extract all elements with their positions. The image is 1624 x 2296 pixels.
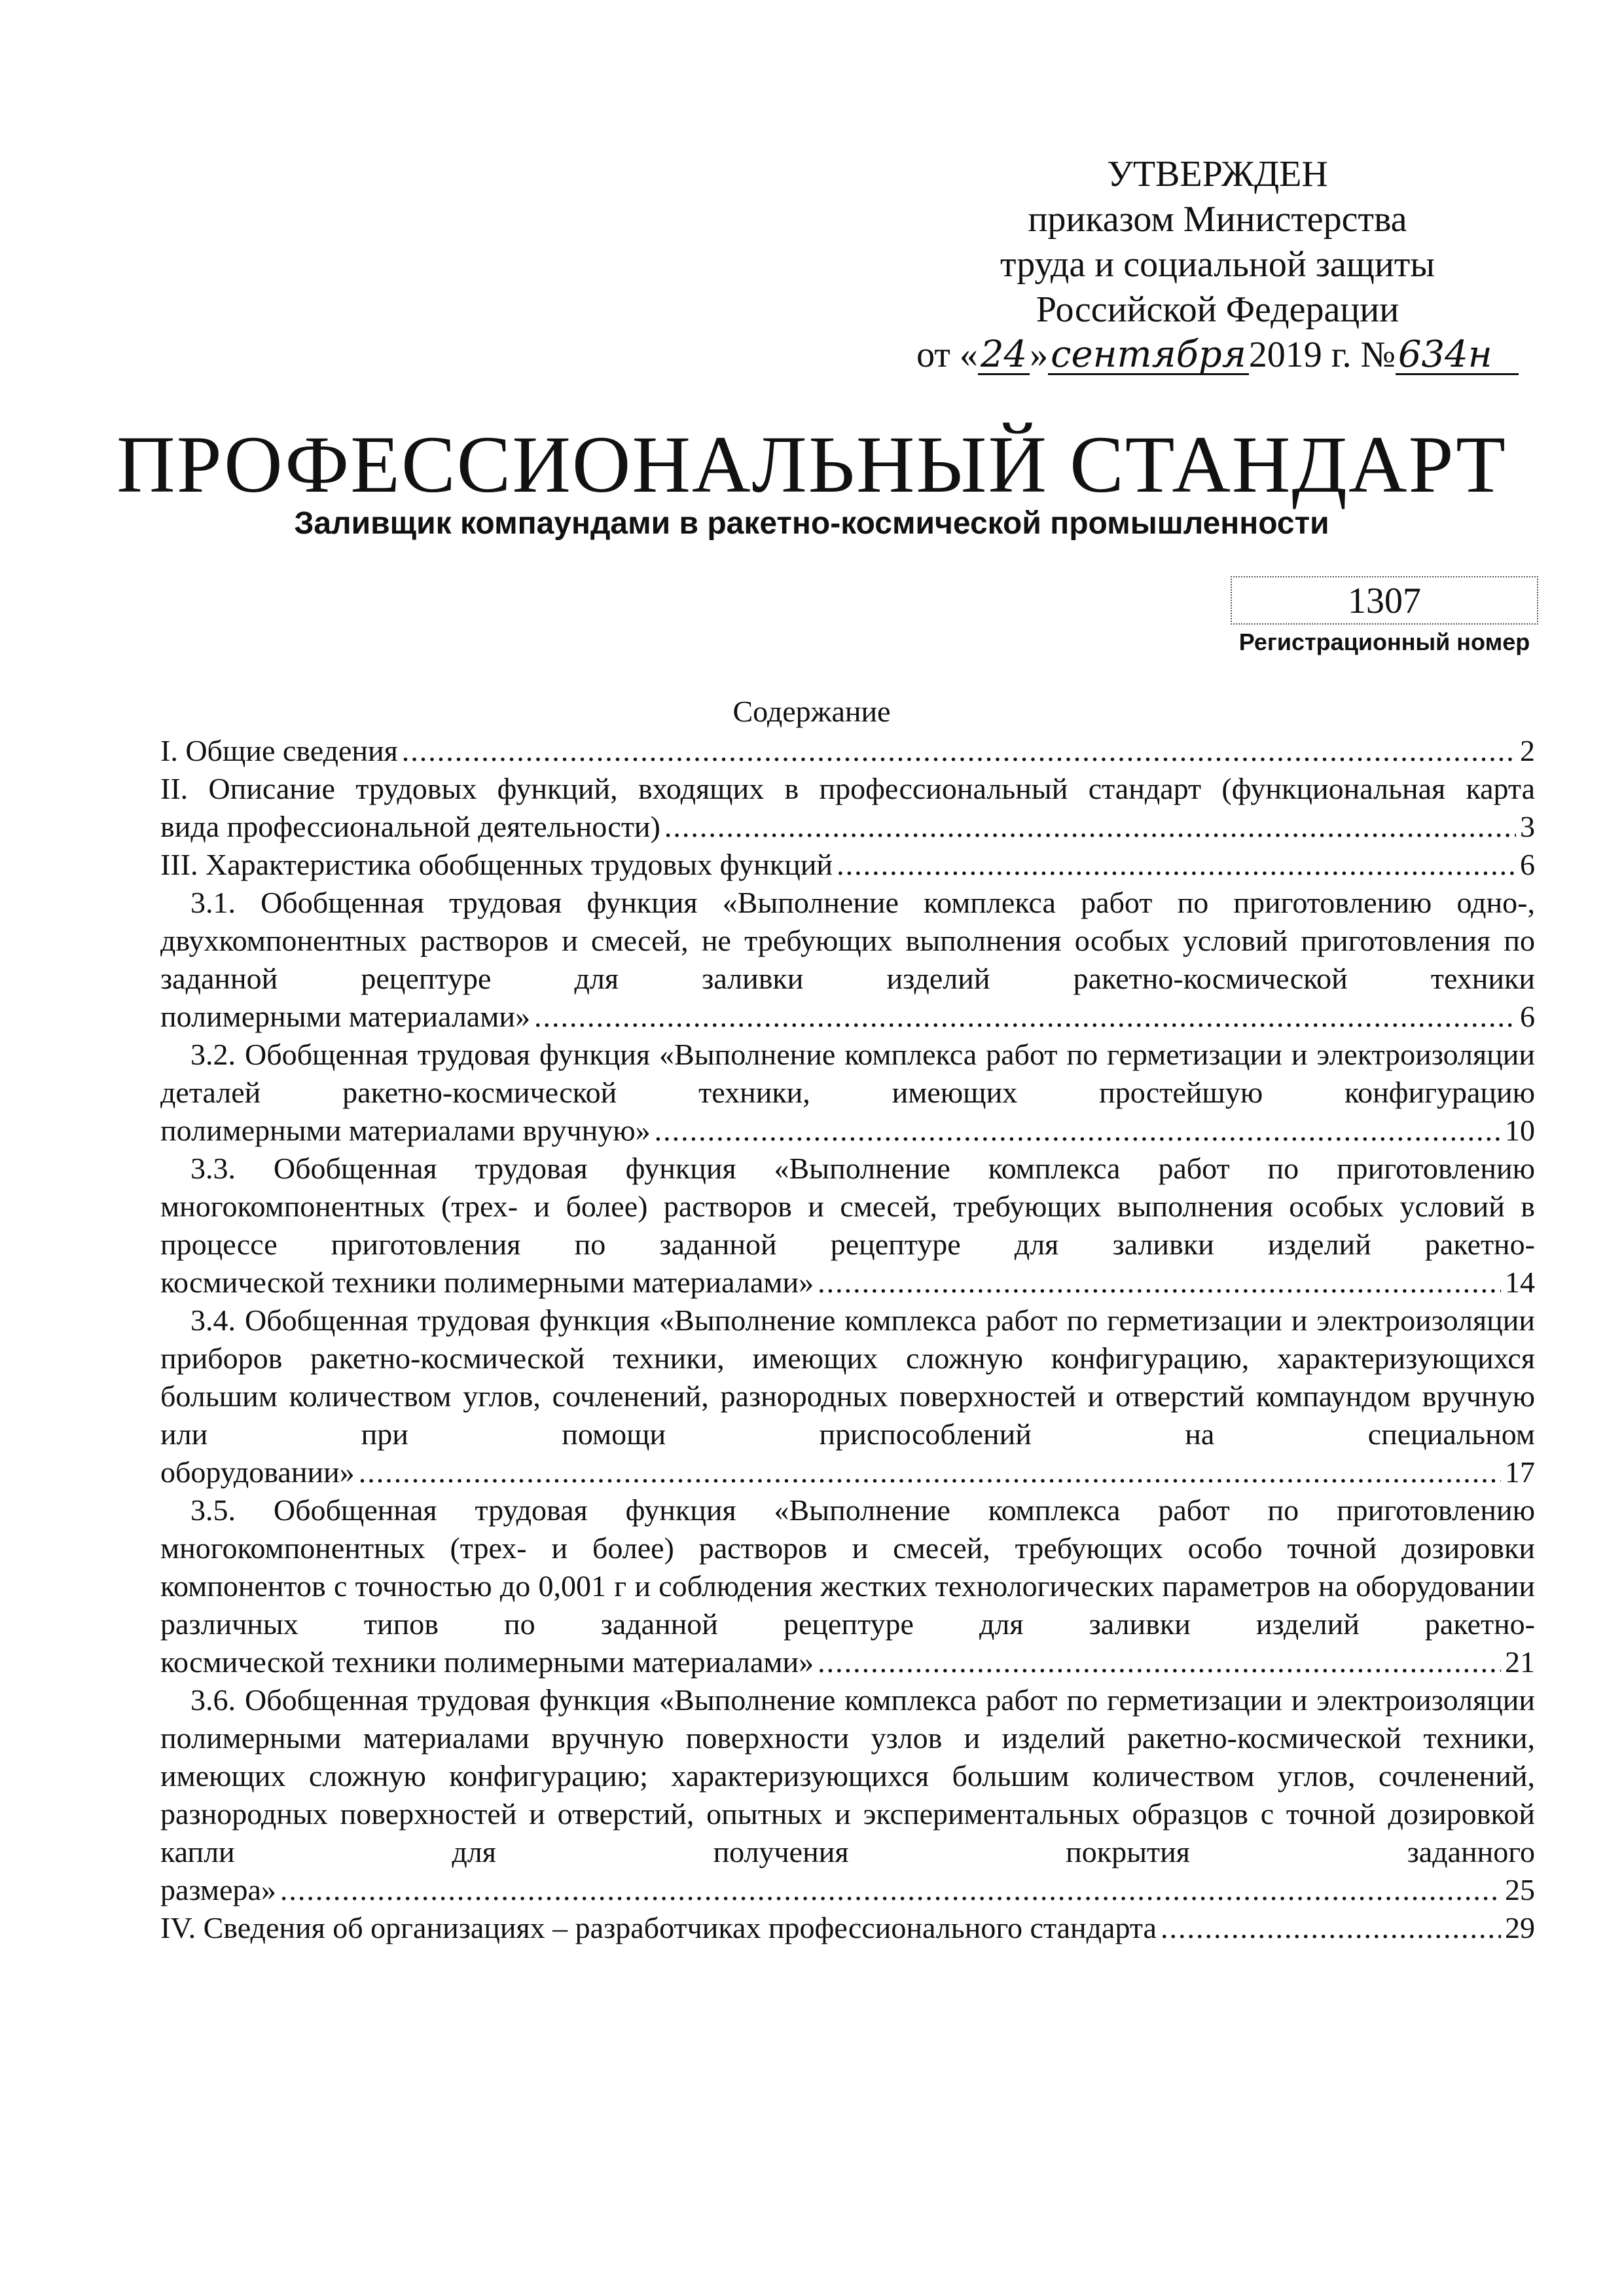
toc-leader-dots (402, 732, 1516, 770)
toc-entry-last-line (160, 1112, 1535, 1150)
toc-entry-last-line (160, 808, 1535, 846)
date-year: 2019 г. № (1248, 335, 1396, 375)
toc-entry[interactable] (160, 770, 1535, 846)
toc-entry[interactable] (160, 1150, 1535, 1302)
toc-entry-title: размера» (160, 1873, 276, 1906)
toc-entry-last-line (160, 998, 1535, 1036)
toc-entry-text: 3.4. Обобщенная трудовая функция «Выполнение комплекса работ по герметизации и электроизоляции приборов ракетно-космической техники, имеющих сложную конфигурацию, характеризующихся большим количеством углов, сочленений, разнородных поверхностей и отверстий компаундом вручную или при помощи приспособлений на специальном (160, 1303, 1535, 1451)
toc-entry-text: 3.3. Обобщенная трудовая функция «Выполнение комплекса работ по приготовлению многокомпонентных (трех- и более) растворов и смесей, требующих выполнения особых условий в процессе приготовления по заданной рецептуре для заливки изделий ракетно- (160, 1152, 1535, 1261)
approval-line-order: приказом Министерства (1028, 199, 1407, 240)
toc-entry-text: 3.1. Обобщенная трудовая функция «Выполнение комплекса работ по приготовлению одно-, двухкомпонентных растворов и смесей, не требующих выполнения особых условий приготовления по заданной рецептуре для заливки изделий ракетно-космической техники (160, 886, 1535, 995)
toc-leader-dots (534, 998, 1516, 1036)
registration-number-box: 1307 (1231, 576, 1538, 625)
toc-entry[interactable] (160, 1491, 1535, 1681)
toc-page-number: 25 (1505, 1873, 1535, 1906)
toc-leader-dots (1161, 1909, 1501, 1947)
approval-heading: УТВЕРЖДЕН (1107, 154, 1328, 194)
toc-page-number: 21 (1505, 1645, 1535, 1679)
approval-block (903, 152, 1532, 378)
toc-entry-title: IV. Сведения об организациях – разработчиках профессионального стандарта (160, 1911, 1157, 1944)
toc-entry-title: вида профессиональной деятельности) (160, 810, 660, 843)
toc-entry-last-line (160, 846, 1535, 884)
toc-page-number: 10 (1505, 1114, 1535, 1147)
approval-line-federation: Российской Федерации (1036, 289, 1399, 330)
date-mid: » (1030, 335, 1049, 375)
toc-entry-text: 3.5. Обобщенная трудовая функция «Выполнение комплекса работ по приготовлению многокомпонентных (трех- и более) растворов и смесей, требующих особо точной дозировки компонентов с точностью до 0,001 г и соблюдения жестких технологических параметров на оборудовании различных типов по заданной рецептуре для заливки изделий ракетно- (160, 1493, 1535, 1641)
toc-page-number: 14 (1505, 1266, 1535, 1299)
toc-entry-title: космической техники полимерными материалами» (160, 1266, 814, 1299)
toc-entry-title: III. Характеристика обобщенных трудовых функций (160, 848, 833, 881)
toc-entry-last-line (160, 1453, 1535, 1491)
handwritten-month: сентября (1048, 337, 1249, 375)
registration-number-label: Регистрационный номер (1238, 629, 1530, 655)
toc-leader-dots (655, 1112, 1501, 1150)
toc-entry-last-line (160, 1871, 1535, 1909)
toc-entry-last-line (160, 732, 1535, 770)
toc-page-number: 29 (1505, 1911, 1535, 1944)
toc-entry-last-line (160, 1909, 1535, 1947)
toc-page-number: 6 (1520, 1000, 1535, 1033)
document-title: ПРОФЕССИОНАЛЬНЫЙ СТАНДАРТ (117, 420, 1507, 509)
table-of-contents (160, 732, 1535, 1947)
toc-leader-dots (280, 1871, 1501, 1909)
toc-leader-dots (837, 846, 1516, 884)
toc-page-number: 3 (1520, 810, 1535, 843)
toc-entry[interactable] (160, 732, 1535, 770)
handwritten-day: 24 (978, 337, 1030, 375)
toc-entry-title: I. Общие сведения (160, 734, 398, 767)
toc-heading: Содержание (732, 695, 891, 728)
toc-leader-dots (664, 808, 1516, 846)
toc-leader-dots (818, 1643, 1501, 1681)
document-subtitle: Заливщик компаундами в ракетно-космической промышленности (294, 506, 1329, 541)
toc-entry-last-line (160, 1643, 1535, 1681)
toc-entry-last-line (160, 1264, 1535, 1302)
approval-line-ministry: труда и социальной защиты (1000, 244, 1435, 285)
toc-entry-text: 3.2. Обобщенная трудовая функция «Выполнение комплекса работ по герметизации и электроизоляции деталей ракетно-космической техники, имеющих простейшую конфигурацию (160, 1038, 1535, 1109)
toc-page-number: 17 (1505, 1455, 1535, 1489)
date-prefix: от « (916, 335, 978, 375)
toc-entry-title: полимерными материалами» (160, 1000, 530, 1033)
toc-entry-title: космической техники полимерными материалами» (160, 1645, 814, 1679)
toc-page-number: 6 (1520, 848, 1535, 881)
toc-entry[interactable] (160, 884, 1535, 1036)
toc-page-number: 2 (1520, 734, 1535, 767)
toc-leader-dots (818, 1264, 1501, 1302)
toc-entry[interactable] (160, 1909, 1535, 1947)
toc-leader-dots (359, 1453, 1501, 1491)
toc-entry-title: оборудовании» (160, 1455, 355, 1489)
toc-entry[interactable] (160, 1036, 1535, 1150)
toc-entry[interactable] (160, 846, 1535, 884)
toc-entry-title: полимерными материалами вручную» (160, 1114, 651, 1147)
toc-entry[interactable] (160, 1681, 1535, 1909)
approval-date-line (903, 333, 1532, 378)
toc-entry[interactable] (160, 1302, 1535, 1491)
handwritten-order-number: 634н (1396, 337, 1519, 375)
toc-entry-text: II. Описание трудовых функций, входящих в профессиональный стандарт (функциональная карта (160, 772, 1535, 805)
toc-entry-text: 3.6. Обобщенная трудовая функция «Выполнение комплекса работ по герметизации и электроизоляции полимерными материалами вручную поверхности узлов и изделий ракетно-космической техники, имеющих сложную конфигурацию; характеризующихся большим количеством углов, сочленений, разнородных поверхностей и отверстий, опытных и экспериментальных образцов с точной дозировкой капли для получения покрытия заданного (160, 1683, 1535, 1868)
